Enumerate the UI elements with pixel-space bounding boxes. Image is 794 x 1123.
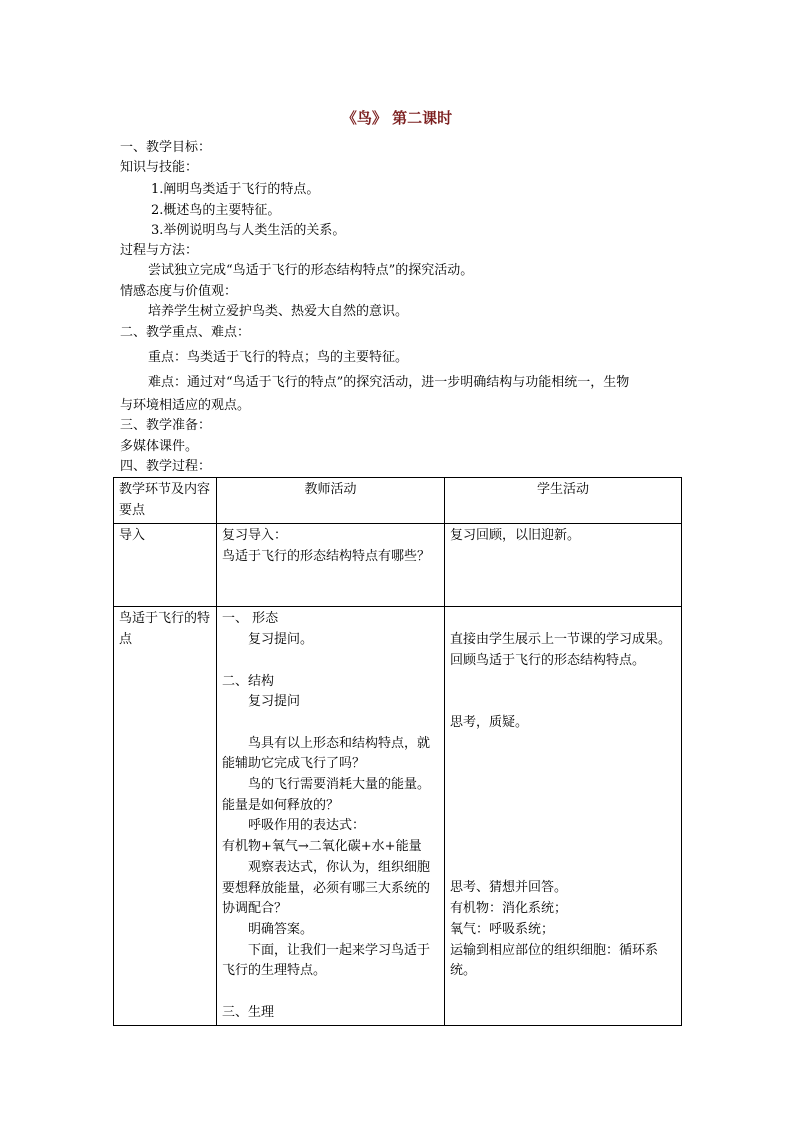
table-row [114,607,682,1026]
table-header-cell: 教学环节及内容要点 [114,478,217,524]
focus-text: 重点：鸟类适于飞行的特点；鸟的主要特征。 [148,350,409,365]
student-text: 氧气：呼吸系统； [450,921,555,937]
prep-heading: 三、教学准备： [120,418,212,433]
teacher-text: 复习提问 [248,694,301,710]
page-title: 《鸟》 第二课时 [341,109,453,127]
student-text: 有机物：消化系统； [450,901,568,917]
student-cell [445,607,682,1026]
teacher-text: 观察表达式，你认为，组织细胞要想释放能量，必须有哪三大系统的协调配合？ [222,859,431,917]
student-text: 直接由学生展示上一节课的学习成果。回顾鸟适于飞行的形态结构特点。 [450,632,672,668]
process-heading: 过程与方法： [120,243,199,258]
knowledge-item: 1.阐明鸟类适于飞行的特点。 [151,182,320,197]
process-text: 尝试独立完成“鸟适于飞行的形态结构特点”的探究活动。 [148,263,474,278]
knowledge-item: 2.概述鸟的主要特征。 [151,203,281,218]
teacher-text: 二、结构 [222,673,275,689]
teaching-process-table [113,477,682,1026]
student-text: 运输到相应部位的组织细胞：循环系统。 [450,942,659,979]
stage-cell: 鸟适于飞行的特点 [114,607,217,1026]
teacher-text: 复习导入： [222,528,288,544]
stage-cell: 导入 [114,524,217,607]
process-table-heading: 四、教学过程： [120,459,212,474]
teacher-cell [217,607,445,1026]
teacher-text: 鸟适于飞行的形态结构特点有哪些？ [222,549,431,565]
table-header-cell: 教师活动 [217,478,445,524]
keypoints-heading: 二、教学重点、难点： [120,325,251,340]
student-text: 思考，质疑。 [450,714,529,730]
teacher-text: 复习提问。 [248,632,314,648]
student-cell: 复习回顾，以旧迎新。 [445,524,682,607]
teacher-text: 下面，让我们一起来学习鸟适于飞行的生理特点。 [222,942,431,979]
knowledge-heading: 知识与技能： [120,160,199,175]
teacher-cell [217,524,445,607]
teacher-text: 鸟具有以上形态和结构特点，就能辅助它完成飞行了吗？ [222,735,431,772]
table-header-row [114,478,682,524]
teacher-text: 一、 形态 [222,611,279,627]
table-header-cell: 学生活动 [445,478,682,524]
teacher-text: 有机物+氧气→二氧化碳+水+能量 [222,839,422,855]
knowledge-item: 3.举例说明鸟与人类生活的关系。 [151,223,346,238]
teacher-text: 三、生理 [222,1004,275,1020]
teacher-text: 明确答案。 [248,921,314,937]
difficulty-text: 难点：通过对“鸟适于飞行的特点”的探究活动，进一步明确结构与功能相统一，生物 [148,375,630,390]
table-row [114,524,682,607]
emotion-heading: 情感态度与价值观： [120,284,238,299]
emotion-text: 培养学生树立爱护鸟类、热爱大自然的意识。 [148,304,409,319]
teacher-text: 鸟的飞行需要消耗大量的能量。能量是如何释放的？ [222,777,431,813]
student-text: 思考、猜想并回答。 [450,880,568,896]
prep-text: 多媒体课件。 [120,439,199,454]
teacher-text: 呼吸作用的表达式： [248,818,366,834]
objectives-heading: 一、教学目标： [120,140,212,155]
difficulty-text-cont: 与环境相适应的观点。 [120,398,251,413]
